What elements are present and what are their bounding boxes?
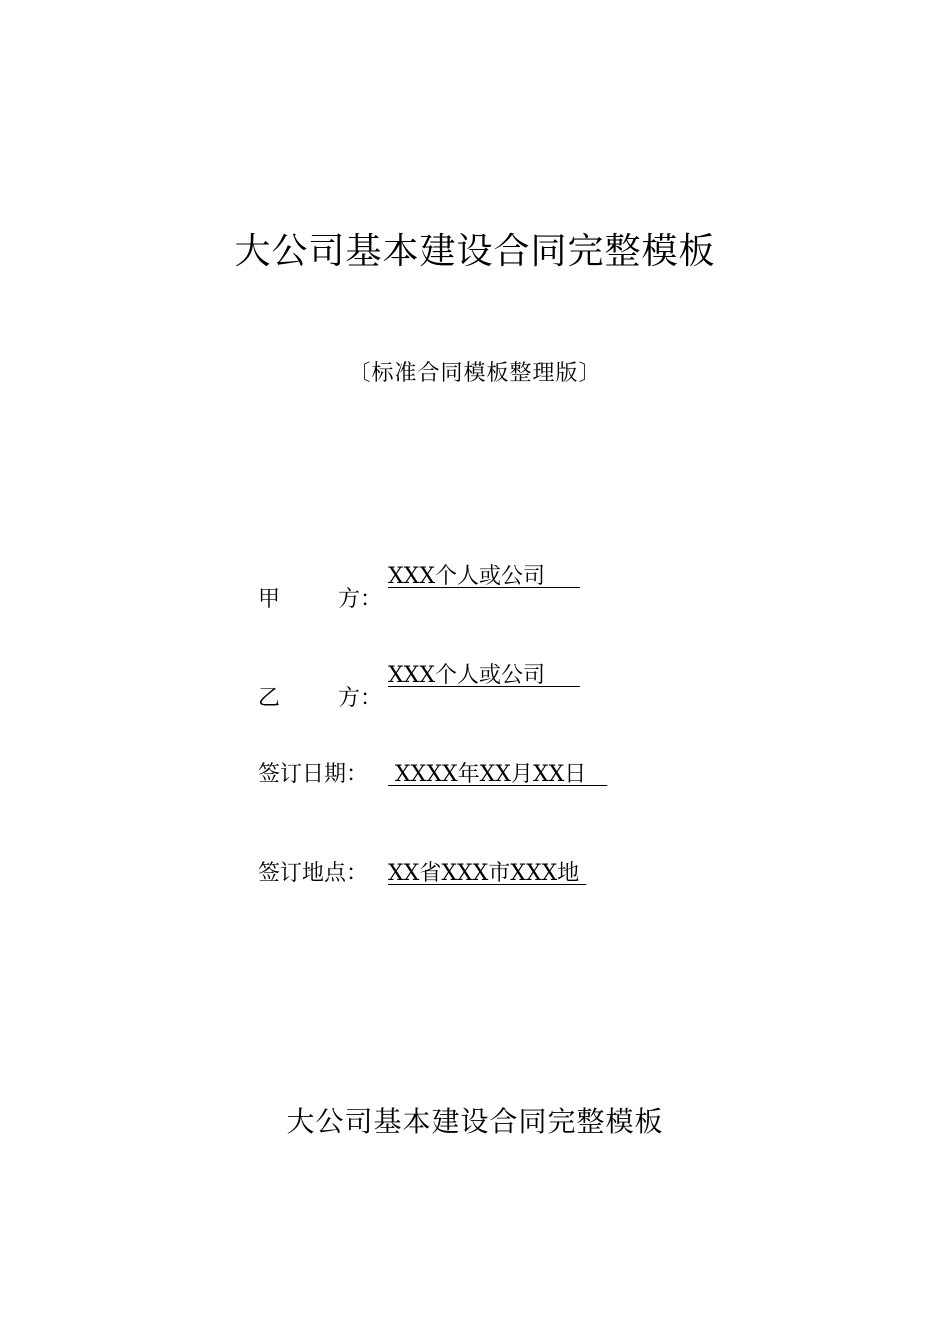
sign-date-row xyxy=(258,758,607,792)
document-title: 大公司基本建设合同完整模板 xyxy=(234,231,716,272)
party-a-row: 甲 方： XXX个人或公司 xyxy=(258,560,580,594)
sign-date-value: XXXX年XX月XX日 xyxy=(388,762,608,787)
sign-date-label: 签订日期： xyxy=(258,762,369,787)
footer-title: 大公司基本建设合同完整模板 xyxy=(286,1105,664,1138)
document-subtitle: 〔标准合同模板整理版〕 xyxy=(348,361,602,386)
sign-place-label: 签订地点： xyxy=(258,861,369,886)
sign-place-value: XX省XXX市XXX地 xyxy=(388,861,587,886)
party-b-value: XXX个人或公司 xyxy=(388,663,580,688)
party-a-value: XXX个人或公司 xyxy=(388,564,580,589)
party-b-row: 乙 方： XXX个人或公司 xyxy=(258,659,580,693)
sign-place-row xyxy=(258,857,586,891)
